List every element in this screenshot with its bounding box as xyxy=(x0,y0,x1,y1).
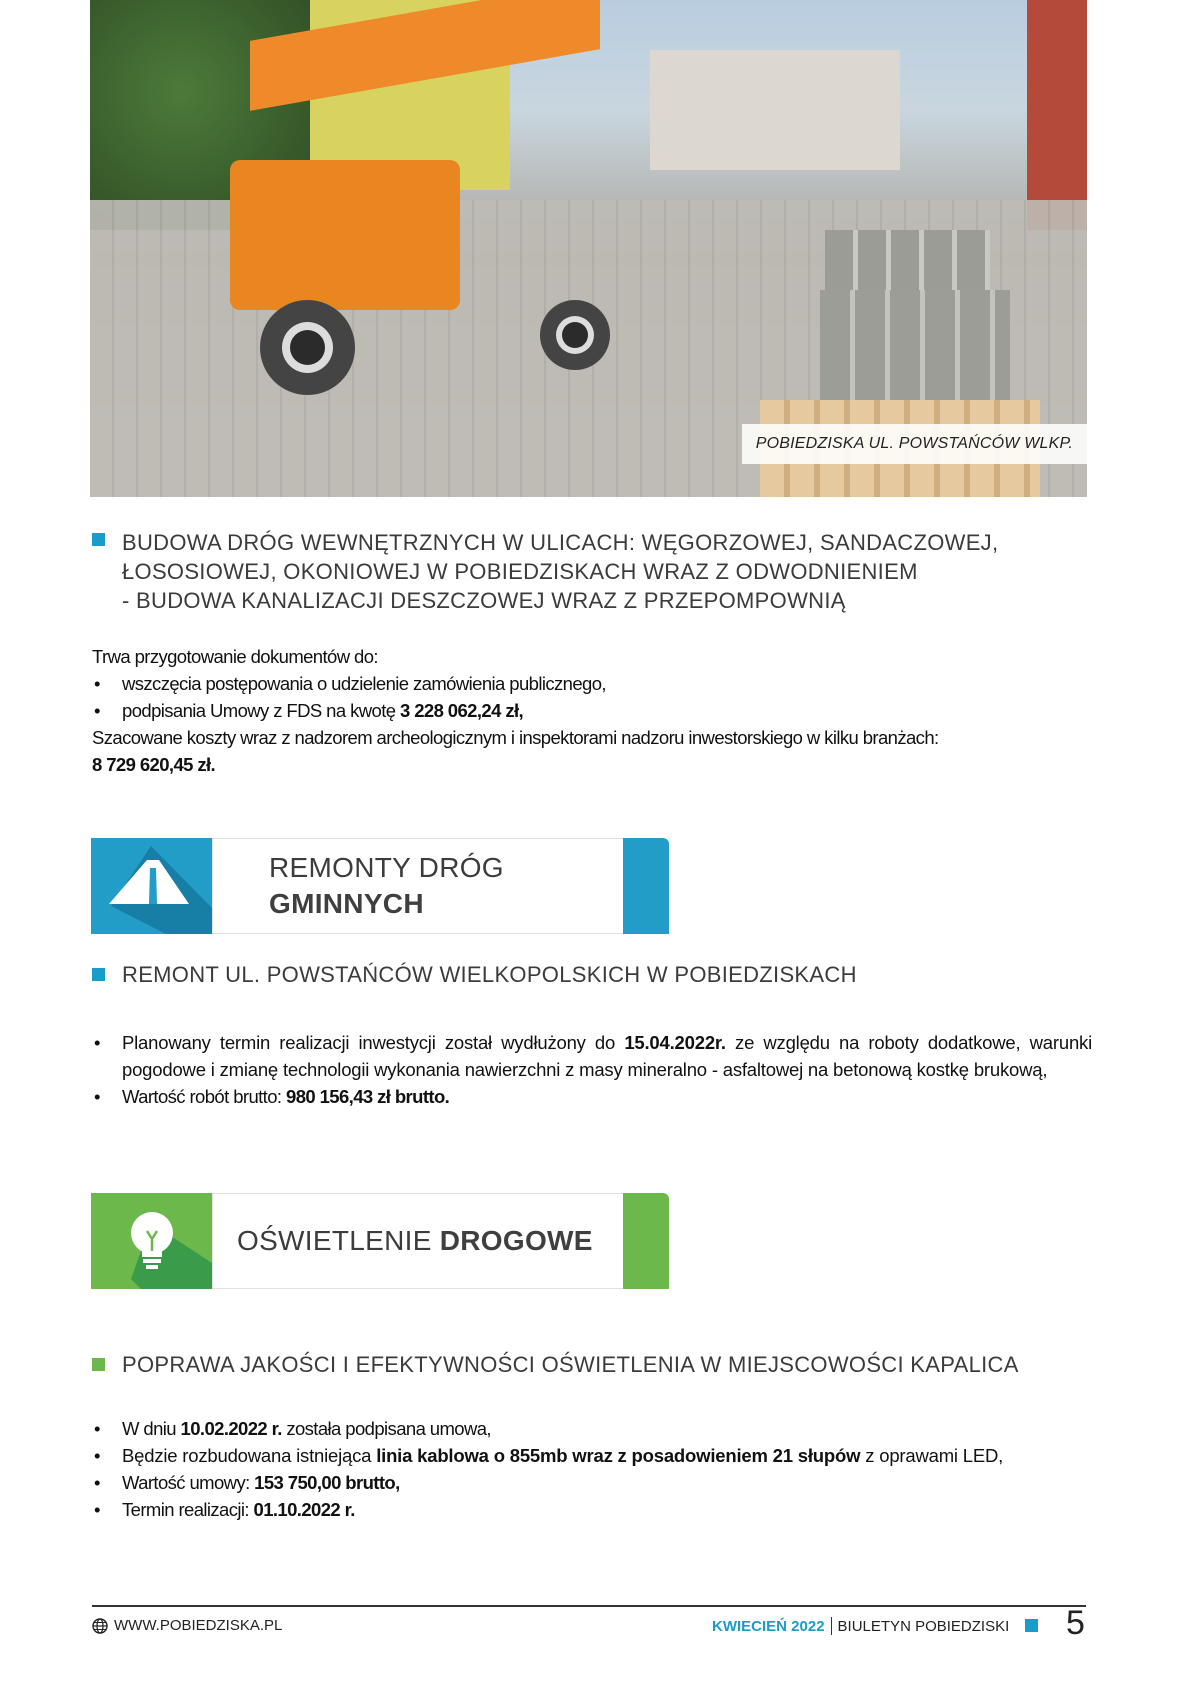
list-item: • Planowany termin realizacji inwestycji został wydłużony do 15.04.2022r. ze względu na roboty dodatkowe, warunki pogodowe i zmianę technologii wykonania nawierzchni z masy mineralno - asfaltowej na betonową kostkę brukową, xyxy=(92,1029,1092,1083)
list-item: • Wartość umowy: 153 750,00 brutto, xyxy=(92,1469,1092,1496)
list-item: • Będzie rozbudowana istniejąca linia kablowa o 855mb wraz z posadowieniem 21 słupów z oprawami LED, xyxy=(92,1442,1092,1469)
road-icon xyxy=(91,838,212,934)
website-url[interactable]: WWW.POBIEDZISKA.PL xyxy=(114,1617,283,1634)
banner-street-lighting xyxy=(91,1193,669,1289)
globe-icon xyxy=(92,1618,108,1634)
banner-title-bold: GMINNYCH xyxy=(269,888,424,919)
footer-website[interactable] xyxy=(92,1617,282,1634)
section-heading-street-repair: REMONT UL. POWSTAŃCÓW WIELKOPOLSKICH W POBIEDZISKACH xyxy=(122,962,857,987)
photo-caption: POBIEDZISKA UL. POWSTAŃCÓW WLKP. xyxy=(742,424,1087,464)
section-bullet-square xyxy=(92,1358,105,1371)
section-bullet-square xyxy=(92,533,105,546)
footer-publication xyxy=(712,1617,1009,1635)
list-item: • W dniu 10.02.2022 r. została podpisana umowa, xyxy=(92,1415,1092,1442)
publication-name: BIULETYN POBIEDZISKI xyxy=(837,1617,1010,1635)
page-number: 5 xyxy=(1066,1604,1085,1642)
construction-photo xyxy=(90,0,1087,497)
banner-title-light: REMONTY DRÓG xyxy=(269,852,504,883)
intro-text: Trwa przygotowanie dokumentów do: xyxy=(92,646,378,667)
list-item: • Termin realizacji: 01.10.2022 r. xyxy=(92,1496,1092,1523)
banner-road-repairs xyxy=(91,838,669,934)
list-item: • Wartość robót brutto: 980 156,43 zł brutto. xyxy=(92,1083,1092,1110)
section-heading-roads: BUDOWA DRÓG WEWNĘTRZNYCH W ULICACH: WĘGORZOWEJ, SANDACZOWEJ, ŁOSOSIOWEJ, OKONIOWEJ W POBIEDZISKACH WRAZ Z ODWODNIENIEM - BUDOWA KANALIZACJI DESZCZOWEJ WRAZ Z PRZEPOMPOWNIĄ xyxy=(122,530,999,613)
section-heading-lighting: POPRAWA JAKOŚCI I EFEKTYWNOŚCI OŚWIETLENIA W MIEJSCOWOŚCI KAPALICA xyxy=(122,1352,1019,1377)
lighting-paragraph xyxy=(92,1415,1092,1523)
list-item: • podpisania Umowy z FDS na kwotę 3 228 062,24 zł, xyxy=(92,697,1092,724)
documents-paragraph xyxy=(92,643,1092,778)
footer-rule xyxy=(92,1605,1086,1607)
lightbulb-icon xyxy=(91,1193,212,1289)
costs-text: Szacowane koszty wraz z nadzorem archeologicznym i inspektorami nadzoru inwestorskiego w kilku branżach: xyxy=(92,727,939,748)
footer-square xyxy=(1025,1619,1038,1632)
banner-title-light: OŚWIETLENIE xyxy=(237,1225,440,1256)
section-bullet-square xyxy=(92,968,105,981)
list-item: • wszczęcia postępowania o udzielenie zamówienia publicznego, xyxy=(92,670,1092,697)
street-repair-paragraph xyxy=(92,1029,1092,1110)
costs-amount: 8 729 620,45 zł. xyxy=(92,754,216,775)
issue-month: KWIECIEŃ 2022 xyxy=(712,1617,825,1635)
banner-title-bold: DROGOWE xyxy=(439,1225,593,1256)
